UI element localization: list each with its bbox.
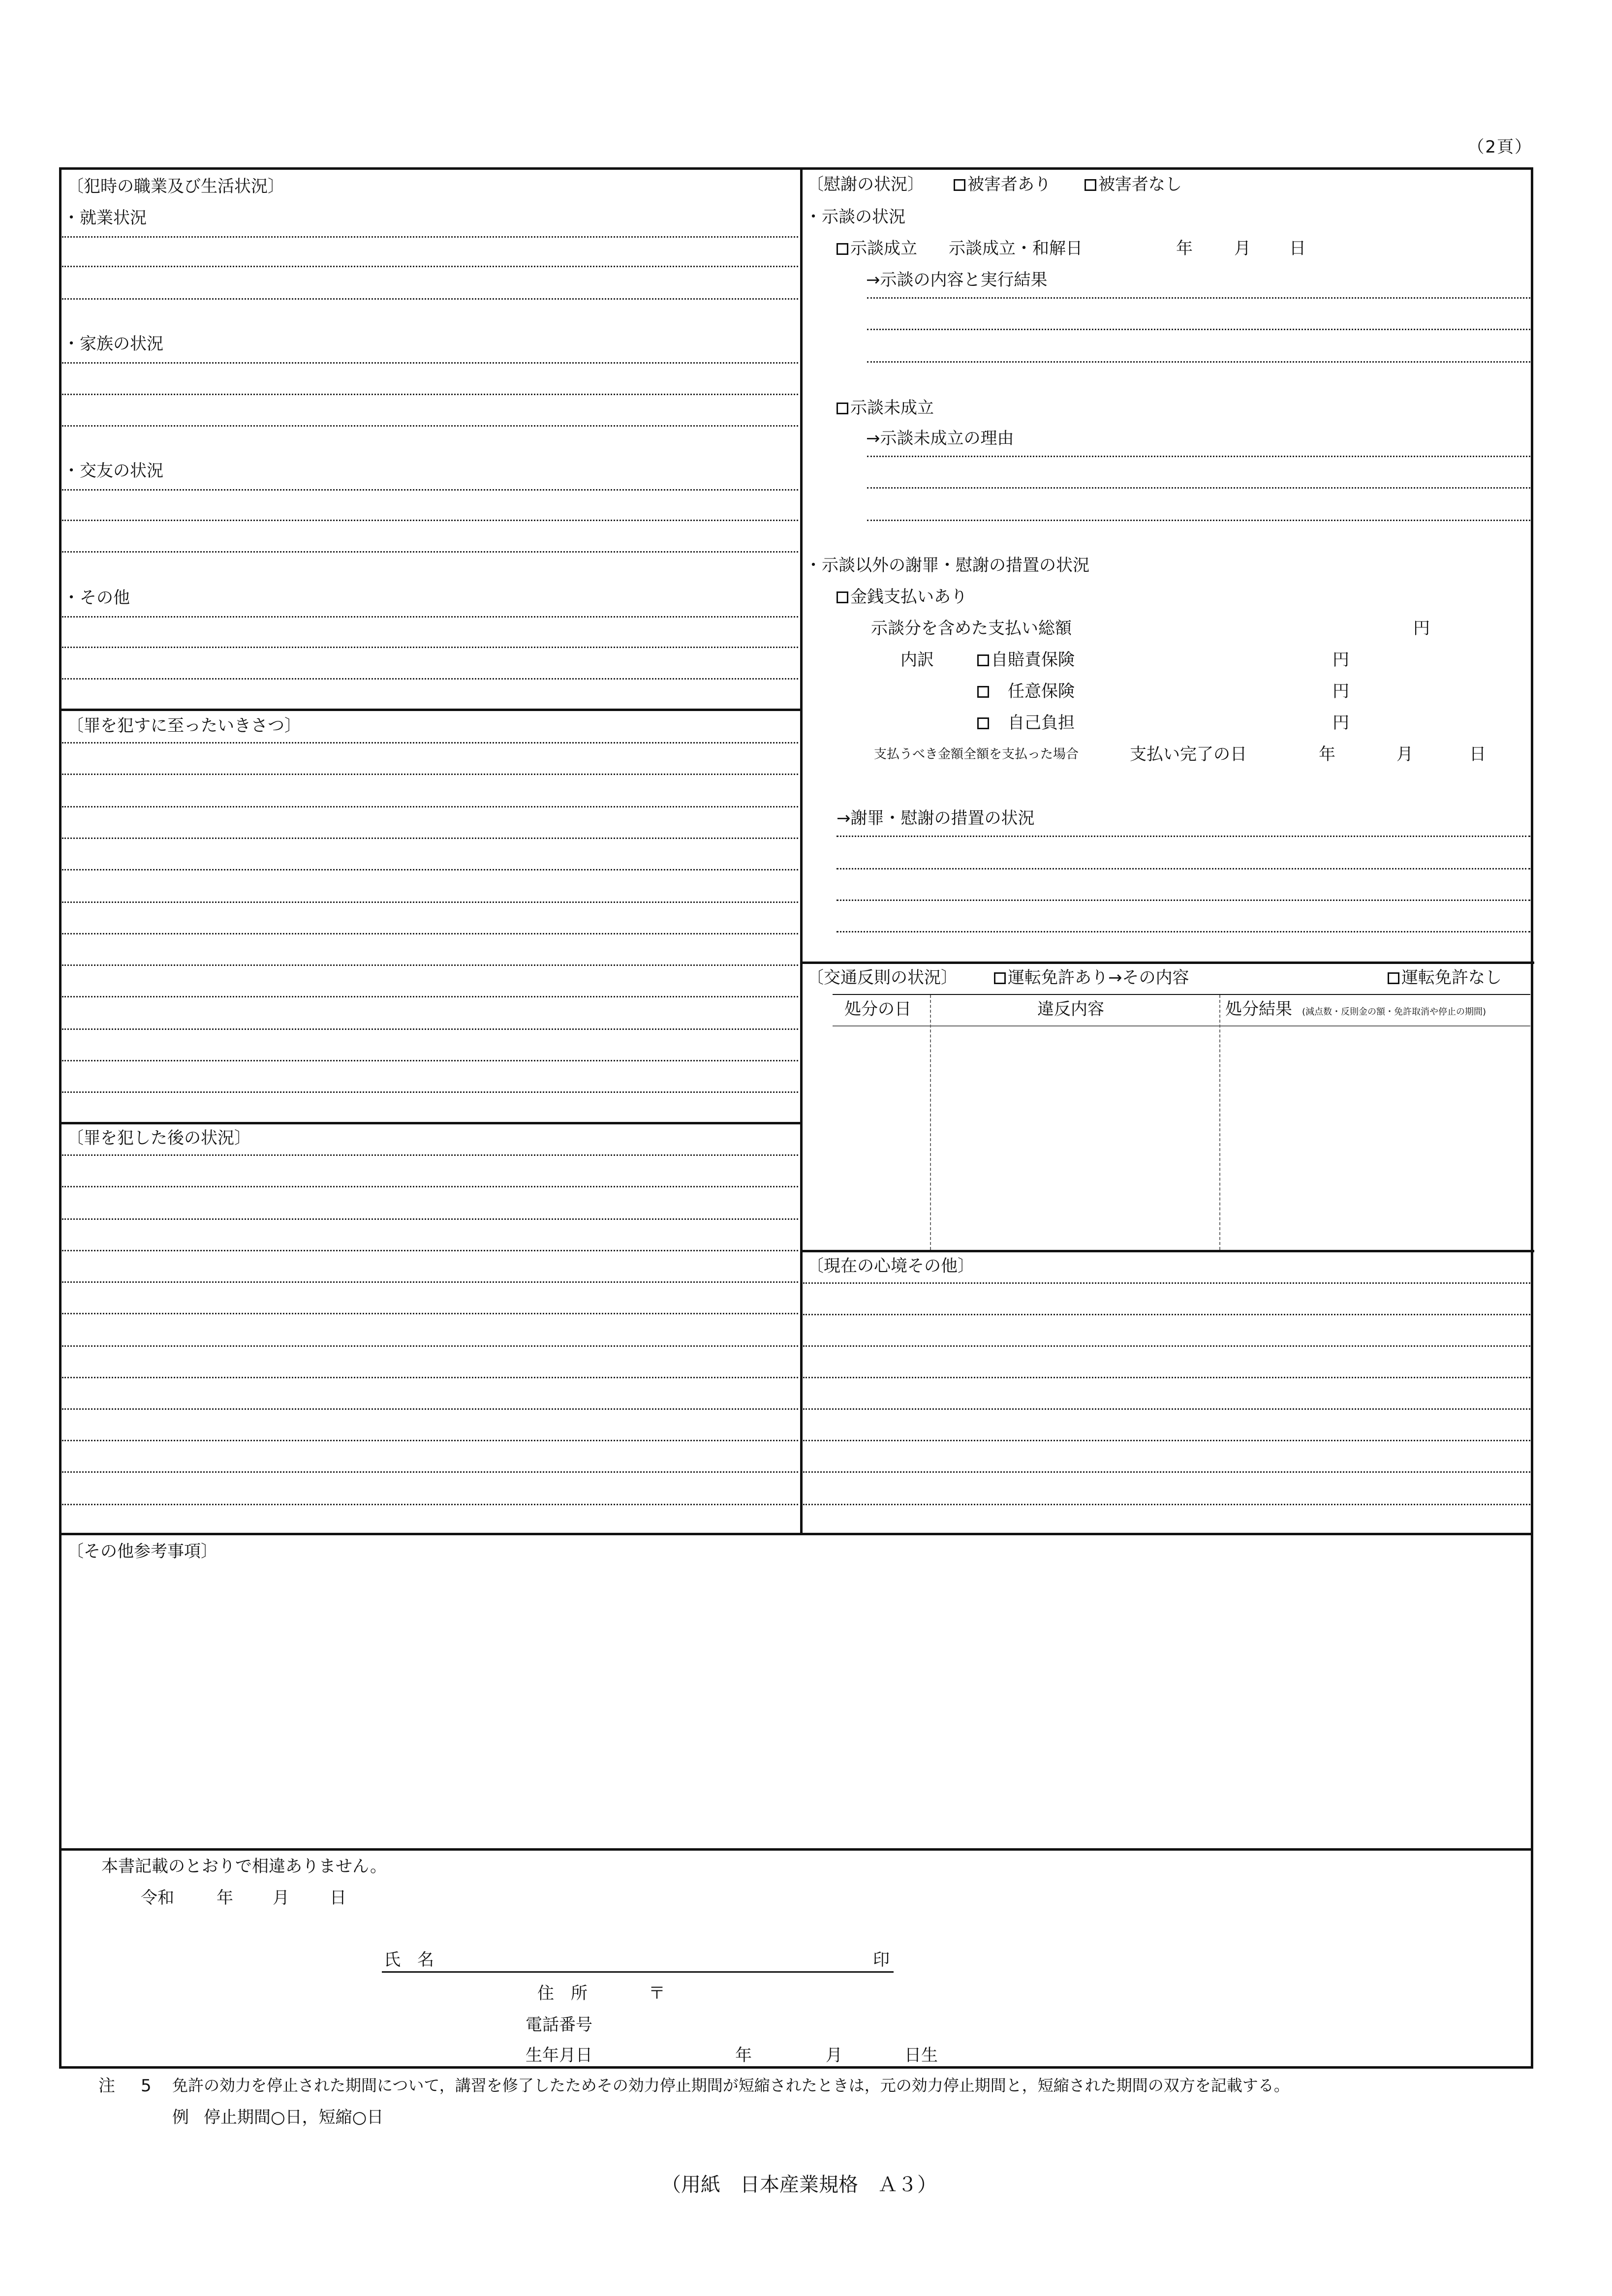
after-line[interactable] [62,1186,798,1187]
circumstances-header: 〔罪を犯すに至ったいきさつ〕 [67,716,301,736]
unsettled-option[interactable] [837,400,934,416]
month-label: 月 [1396,745,1413,764]
mind-line[interactable] [803,1377,1530,1378]
checkbox[interactable] [837,403,848,414]
circumstances-line[interactable] [62,869,798,870]
col-date-header: 処分の日 [844,999,911,1019]
unsettled-reason-label: →示談未成立の理由 [866,429,1014,448]
postal-mark: 〒 [649,1984,665,2003]
after-line[interactable] [62,1281,798,1283]
circumstances-line[interactable] [62,1028,798,1030]
family-line[interactable] [62,425,798,427]
insurance-compulsory-option[interactable] [977,652,1075,668]
divider [59,709,801,711]
col-violation-header: 違反内容 [1037,999,1104,1019]
mind-line[interactable] [803,1282,1530,1284]
unsettled-reason-line[interactable] [867,456,1530,457]
yen-label: 円 [1333,713,1349,733]
day-label: 日 [1469,745,1486,764]
apology-line[interactable] [837,836,1530,837]
table-header-rule [833,1025,1530,1026]
traffic-header: 〔交通反則の状況〕 [807,968,958,988]
divider [59,1848,1533,1851]
after-line[interactable] [62,1218,798,1220]
checkbox[interactable] [1388,972,1399,984]
checkbox[interactable] [837,243,848,255]
paper-spec-footer: （用紙 日本産業規格 Ａ３） [661,2173,937,2196]
apology-line[interactable] [837,931,1530,932]
self-pay-option[interactable] [977,714,1075,731]
settled-detail-line[interactable] [867,361,1530,363]
dob-label: 生年月日 [526,2046,592,2065]
after-line[interactable] [62,1408,798,1410]
settled-detail-label: →示談の内容と実行結果 [866,270,1048,290]
col-result-note: (減点数・反則金の額・免許取消や停止の期間) [1302,1007,1487,1017]
paid-all-note: 支払うべき金額全額を支払った場合 [874,747,1079,762]
form-frame [59,167,1533,1535]
friends-line[interactable] [62,551,798,553]
page-number: （2頁） [1467,137,1532,157]
mind-line[interactable] [803,1504,1530,1505]
license-no-label: 運転免許なし [1401,968,1502,988]
checkbox[interactable] [977,686,989,698]
circumstances-line[interactable] [62,901,798,903]
victim-no-label: 被害者なし [1098,175,1182,194]
other-label: ・その他 [63,588,130,608]
day-label: 日 [1289,239,1306,258]
other-line[interactable] [62,678,798,680]
mind-line[interactable] [803,1471,1530,1473]
other-line[interactable] [62,647,798,648]
divider [59,1122,801,1124]
dob-day-label: 日生 [904,2046,938,2065]
day-label: 日 [330,1888,346,1908]
circumstances-line[interactable] [62,964,798,966]
victim-yes-option[interactable] [954,176,1051,193]
family-line[interactable] [62,362,798,364]
after-line[interactable] [62,1440,798,1441]
year-label: 年 [217,1888,233,1908]
circumstances-line[interactable] [62,742,798,744]
year-label: 年 [1319,745,1335,764]
circumstances-line[interactable] [62,933,798,934]
divider [800,962,1534,964]
employment-line[interactable] [62,236,798,238]
checkbox[interactable] [977,717,989,729]
phone-label: 電話番号 [526,2015,592,2035]
mind-line[interactable] [803,1345,1530,1347]
mind-header: 〔現在の心境その他〕 [807,1256,974,1276]
insurance-compulsory-label: 自賠責保険 [991,650,1075,670]
checkbox[interactable] [837,591,848,603]
example-label: 例 [172,2108,189,2127]
apology-line[interactable] [837,868,1530,869]
note-number: 5 [141,2076,152,2096]
after-line[interactable] [62,1504,798,1505]
table-column-rule [930,995,931,1250]
unsettled-label: 示談未成立 [850,398,934,418]
yen-label: 円 [1333,650,1349,670]
employment-label: ・就業状況 [63,208,147,228]
year-label: 年 [1176,239,1193,258]
after-line[interactable] [62,1313,798,1314]
unsettled-reason-line[interactable] [867,520,1530,521]
breakdown-label: 内訳 [900,650,934,670]
license-yes-label: 運転免許あり→その内容 [1008,968,1189,988]
after-line[interactable] [62,1471,798,1473]
name-label: 氏 名 [384,1950,434,1970]
dob-month-label: 月 [826,2046,842,2065]
family-label: ・家族の状況 [63,334,163,354]
checkbox[interactable] [1085,179,1096,191]
mind-line[interactable] [803,1408,1530,1410]
apology-line[interactable] [837,900,1530,901]
note-label: 注 [98,2076,115,2096]
checkbox[interactable] [954,179,965,191]
settled-detail-line[interactable] [867,297,1530,299]
month-label: 月 [273,1888,289,1908]
yen-label: 円 [1413,619,1430,638]
address-label: 住 所 [537,1984,588,2003]
circumstances-line[interactable] [62,996,798,997]
month-label: 月 [1234,239,1251,258]
circumstances-line[interactable] [62,774,798,775]
paid-complete-date-label: 支払い完了の日 [1130,745,1247,764]
employment-line[interactable] [62,266,798,267]
total-paid-label: 示談分を含めた支払い総額 [871,619,1072,638]
other-ref-header: 〔その他参考事項〕 [67,1542,217,1561]
settled-option[interactable] [837,240,917,257]
friends-label: ・交友の状況 [63,461,163,481]
declaration-text: 本書記載のとおりで相違ありません。 [101,1857,387,1876]
checkbox[interactable] [994,972,1006,984]
license-no-option[interactable] [1388,969,1502,986]
cash-payment-label: 金銭支払いあり [850,587,967,607]
era-label: 令和 [141,1888,174,1908]
table-column-rule [1219,995,1220,1250]
settled-detail-line[interactable] [867,329,1530,330]
circumstances-line[interactable] [62,1091,798,1093]
col-result-header: 処分結果 [1225,999,1292,1019]
license-yes-option[interactable] [994,969,1189,986]
after-line[interactable] [62,1250,798,1251]
insurance-optional-option[interactable] [977,683,1075,700]
after-line[interactable] [62,1154,798,1156]
after-line[interactable] [62,1345,798,1347]
apology-status-label: →謝罪・慰謝の措置の状況 [837,808,1035,828]
center-divider [800,167,803,1534]
note-text: 免許の効力を停止された期間について，講習を修了したためその効力停止期間が短縮されたときは，元の効力停止期間と，短縮された期間の双方を記載する。 [172,2076,1290,2095]
other-measures-label: ・示談以外の謝罪・慰謝の措置の状況 [805,556,1089,575]
family-line[interactable] [62,394,798,395]
table-top-rule [833,994,1530,995]
seal-label: 印 [873,1950,890,1970]
dob-year-label: 年 [735,2046,752,2065]
victim-yes-label: 被害者あり [967,175,1051,194]
mind-line[interactable] [803,1440,1530,1441]
victim-no-option[interactable] [1085,176,1182,193]
other-line[interactable] [62,616,798,618]
bottom-frame [59,1534,1533,2069]
friends-line[interactable] [62,489,798,491]
circumstances-line[interactable] [62,838,798,839]
self-pay-label: 自己負担 [1008,713,1075,733]
settled-label: 示談成立 [850,239,917,258]
employment-line[interactable] [62,298,798,300]
settlement-status-label: ・示談の状況 [805,207,905,227]
settled-date-label: 示談成立・和解日 [949,239,1083,258]
friends-line[interactable] [62,520,798,521]
example-text: 停止期間○日，短縮○日 [204,2108,384,2127]
yen-label: 円 [1333,682,1349,701]
mind-line[interactable] [803,1314,1530,1315]
after-header: 〔罪を犯した後の状況〕 [67,1128,251,1148]
circumstances-line[interactable] [62,806,798,807]
consolation-header: 〔慰謝の状況〕 [807,175,924,194]
unsettled-reason-line[interactable] [867,487,1530,489]
circumstances-line[interactable] [62,1060,798,1061]
checkbox[interactable] [977,654,989,666]
name-field[interactable] [382,1971,894,1973]
cash-payment-option[interactable] [837,589,967,605]
after-line[interactable] [62,1377,798,1378]
divider [800,1250,1534,1252]
insurance-optional-label: 任意保険 [1008,682,1075,701]
life-header: 〔犯時の職業及び生活状況〕 [67,177,284,196]
